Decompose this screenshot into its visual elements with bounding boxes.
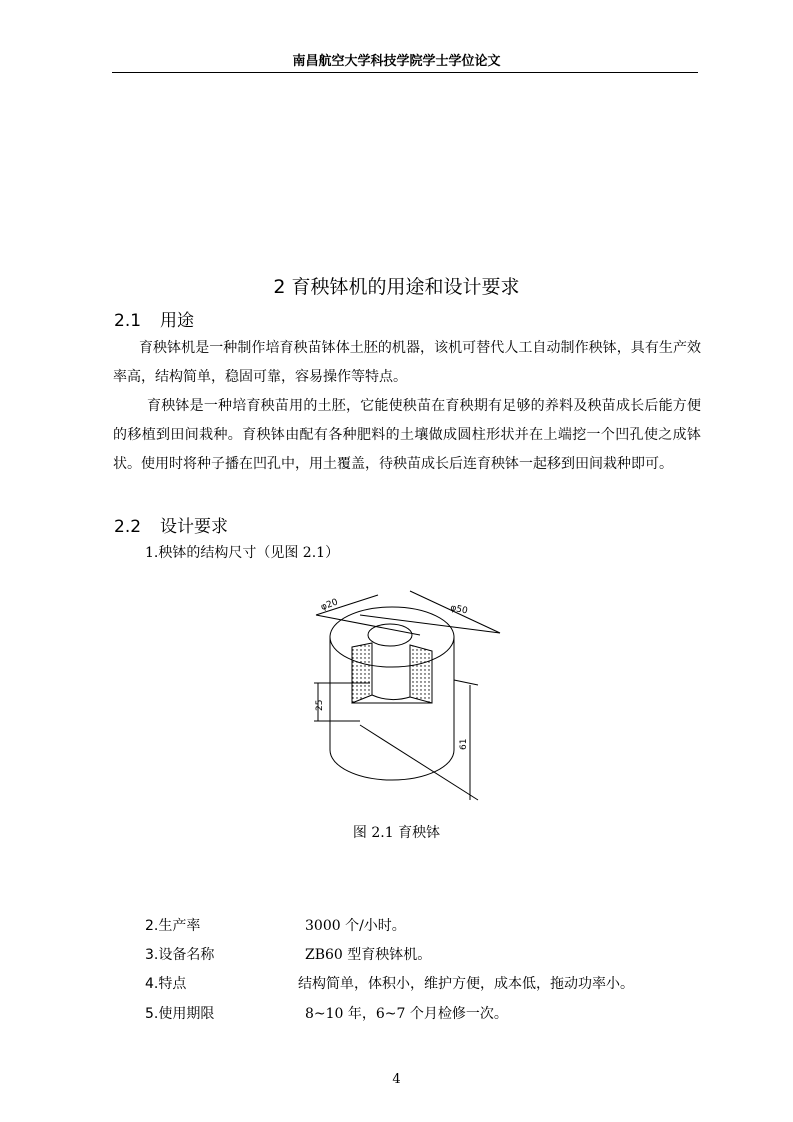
paragraph: 育秧钵是一种培育秧苗用的土胚，它能使秧苗在育秧期有足够的养料及秧苗成长后能方便的移植到田间栽种。育秧钵由配有各种肥料的土壤做成圆柱形状并在上端挖一个凹孔使之成钵状。使用时将种子播在凹孔中，用土覆盖，待秧苗成长后连育秧钵一起移到田间栽种即可。 — [113, 398, 701, 472]
section-number: 2.2 — [114, 517, 142, 537]
requirement-label: 5.使用期限 — [145, 1006, 215, 1022]
cylinder-top-outline — [330, 607, 454, 667]
section-title: 用途 — [160, 311, 194, 331]
dimension-label-height: 61 — [459, 738, 469, 750]
cutaway-wall-right — [410, 645, 432, 703]
requirement-label: 3.设备名称 — [145, 947, 215, 963]
requirement-item-1: 1.秧钵的结构尺寸（见图 2.1） — [145, 545, 340, 561]
dimension-label-outer: φ50 — [449, 603, 469, 617]
requirement-label: 4.特点 — [145, 976, 187, 992]
section-2-1-body — [113, 334, 701, 479]
cylinder-bottom-outline — [330, 750, 454, 780]
cutaway-wall-left — [352, 643, 372, 703]
section-title: 设计要求 — [160, 517, 228, 537]
dimension-label-inner: φ20 — [319, 597, 340, 613]
requirement-label: 2.生产率 — [145, 918, 201, 934]
section-heading-2-1 — [114, 306, 194, 331]
hole-bottom-curve — [372, 695, 410, 700]
section-number: 2.1 — [114, 311, 142, 331]
dimension-label-depth: 25 — [315, 699, 325, 711]
running-header: 南昌航空大学科技学院学士学位论文 — [292, 54, 501, 69]
section-heading-2-2 — [114, 512, 228, 537]
requirement-value: 8~10 年，6~7 个月检修一次。 — [305, 1006, 508, 1022]
paragraph: 育秧钵机是一种制作培育秧苗钵体土胚的机器，该机可替代人工自动制作秧钵，具有生产效率高，结构简单，稳固可靠，容易操作等特点。 — [113, 340, 701, 385]
requirement-value: 结构简单，体积小，维护方便，成本低，拖动功率小。 — [298, 976, 634, 992]
dimension-line-outer — [360, 615, 500, 633]
figure-caption: 图 2.1 育秧钵 — [352, 825, 441, 841]
requirement-value: ZB60 型育秧钵机。 — [305, 947, 432, 963]
requirement-value: 3000 个/小时。 — [305, 918, 406, 934]
seedling-bowl-figure — [300, 585, 510, 805]
page-number: 4 — [392, 1072, 401, 1087]
chapter-title: 2 育秧钵机的用途和设计要求 — [273, 276, 520, 298]
hole-top-outline — [368, 624, 412, 646]
header-divider — [112, 72, 698, 73]
